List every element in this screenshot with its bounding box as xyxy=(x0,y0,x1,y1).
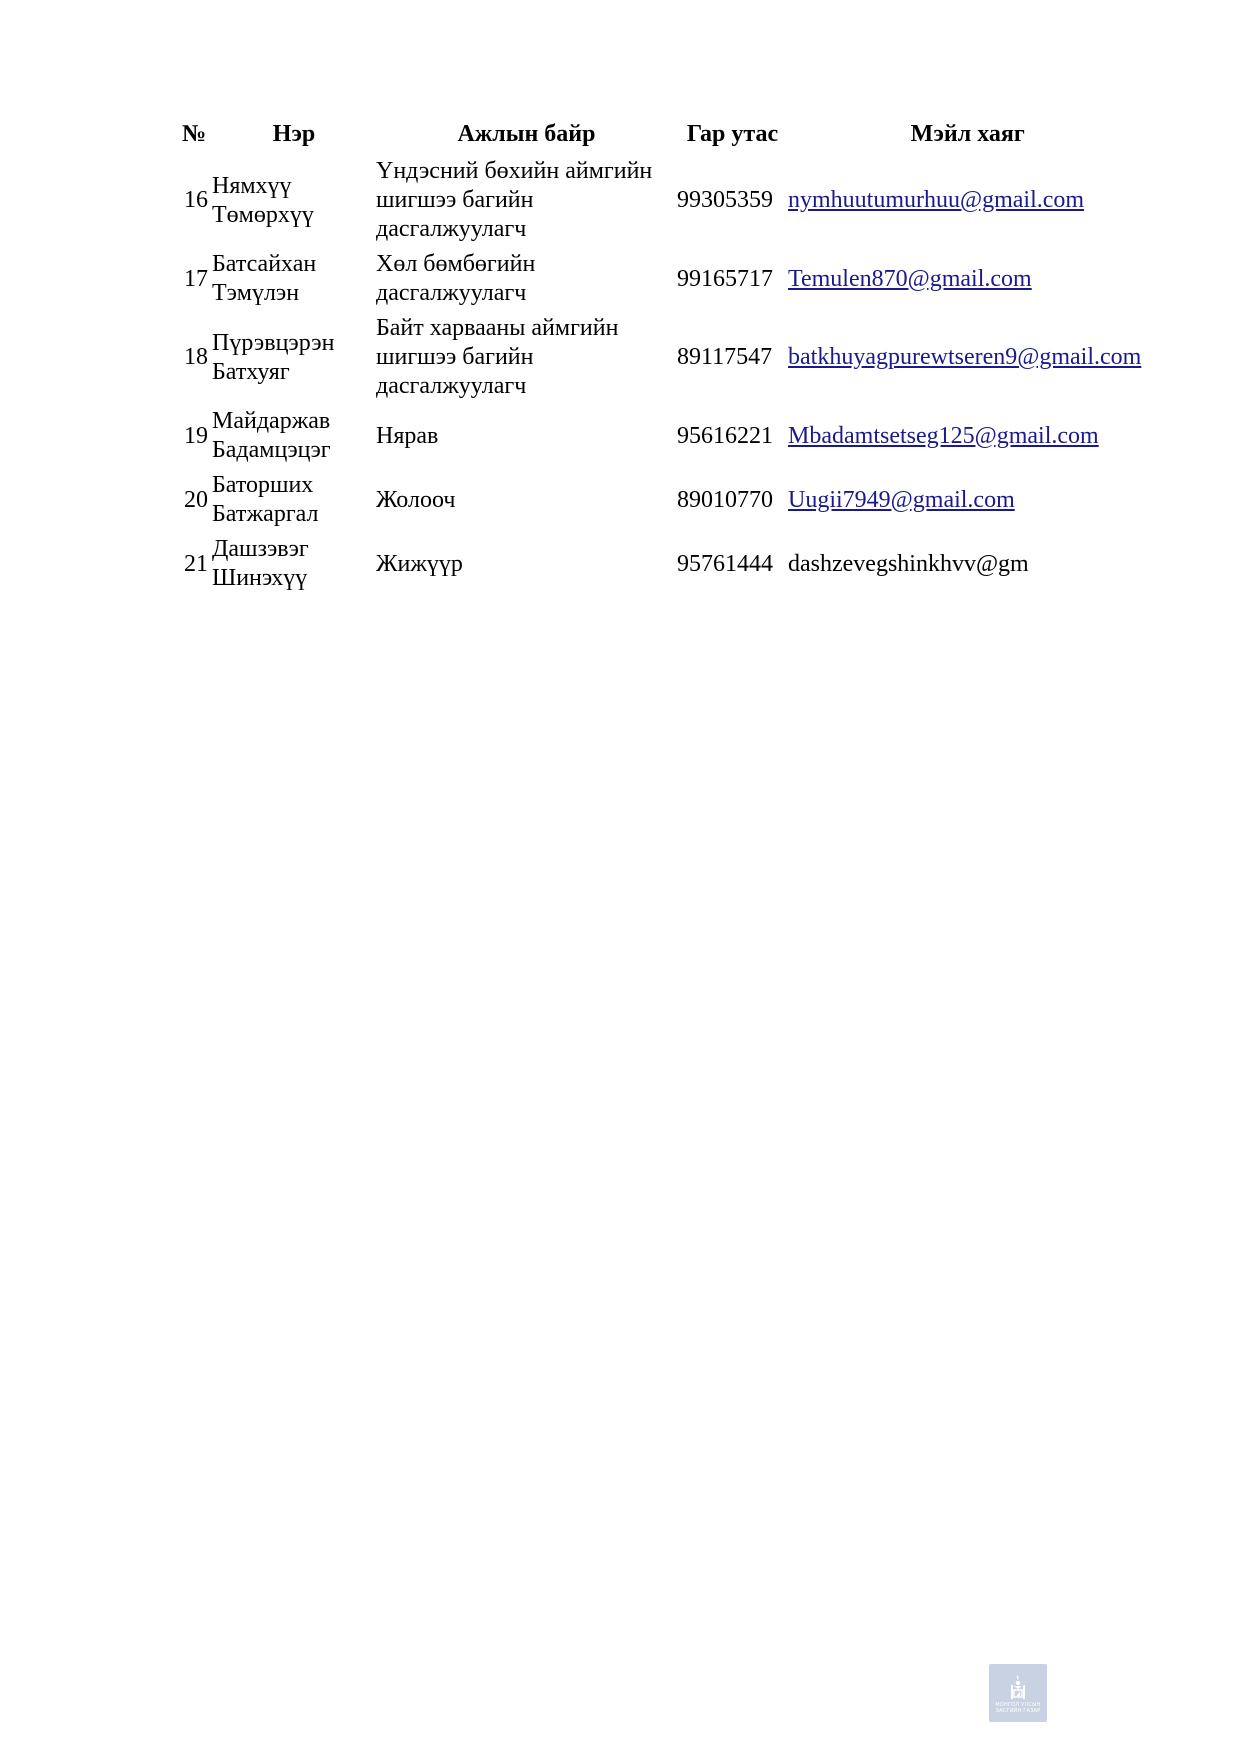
email-link[interactable]: batkhuyagpurewtseren9@gmail.com xyxy=(788,344,1142,370)
row-email-cell xyxy=(788,250,1147,314)
name-line: Пүрэвцэрэн xyxy=(212,329,335,356)
table-row xyxy=(180,157,1147,250)
row-phone: 95761444 xyxy=(677,550,773,577)
job-line: шигшээ багийн xyxy=(376,187,534,213)
table-row xyxy=(180,535,1147,599)
job-line: Жижүүр xyxy=(376,550,463,577)
header-number: № xyxy=(181,121,207,147)
row-job xyxy=(376,471,677,535)
name-line: Батхуяг xyxy=(212,358,290,385)
table-row xyxy=(180,314,1147,407)
row-name xyxy=(212,407,376,471)
job-line: Нярав xyxy=(376,422,439,449)
name-line: Майдаржав xyxy=(212,408,331,434)
row-email-cell xyxy=(788,471,1147,535)
job-line: Үндэсний бөхийн аймгийн xyxy=(376,158,653,184)
row-phone: 99165717 xyxy=(677,265,773,292)
row-phone: 89010770 xyxy=(677,486,773,513)
row-email-cell xyxy=(788,314,1147,407)
table-body xyxy=(180,157,1147,599)
row-name xyxy=(212,535,376,599)
email-link[interactable]: Uugii7949@gmail.com xyxy=(788,486,1015,513)
table-row xyxy=(180,250,1147,314)
email-link[interactable]: Temulen870@gmail.com xyxy=(788,265,1032,292)
table-header-row xyxy=(180,120,1147,157)
row-number: 16 xyxy=(184,187,208,213)
name-line: Нямхүү xyxy=(212,172,292,199)
row-number: 21 xyxy=(184,550,208,577)
job-line: Хөл бөмбөгийн xyxy=(376,251,536,277)
header-name: Нэр xyxy=(272,121,316,147)
job-line: дасгалжуулагч xyxy=(376,280,527,306)
job-line: дасгалжуулагч xyxy=(376,216,527,242)
government-logo xyxy=(989,1664,1047,1722)
row-phone: 89117547 xyxy=(677,344,773,370)
row-number: 17 xyxy=(184,265,208,292)
contacts-table xyxy=(180,120,1147,599)
header-phone: Гар утас xyxy=(686,121,779,147)
row-name xyxy=(212,157,376,250)
name-line: Батжаргал xyxy=(212,501,319,527)
name-line: Бадамцэцэг xyxy=(212,437,331,463)
job-line: Жолооч xyxy=(376,486,456,513)
row-phone: 99305359 xyxy=(677,187,773,213)
row-job xyxy=(376,314,677,407)
name-line: Шинэхүү xyxy=(212,565,308,591)
row-job xyxy=(376,157,677,250)
job-line: шигшээ багийн xyxy=(376,344,534,370)
row-name xyxy=(212,471,376,535)
email-link[interactable]: Mbadamtsetseg125@gmail.com xyxy=(788,422,1099,449)
header-job: Ажлын байр xyxy=(457,121,596,147)
name-line: Баторших xyxy=(212,472,314,498)
row-phone: 95616221 xyxy=(677,422,773,449)
logo-text: МОНГОЛ УЛСЫН ЗАСГИЙН ГАЗАР xyxy=(995,1702,1041,1714)
row-number: 20 xyxy=(184,486,208,513)
email-text: dashzevegshinkhvv@gm xyxy=(788,550,1029,577)
row-job xyxy=(376,250,677,314)
row-number: 19 xyxy=(184,422,208,449)
row-job xyxy=(376,535,677,599)
row-email-cell xyxy=(788,535,1147,599)
row-email-cell xyxy=(788,407,1147,471)
row-email-cell xyxy=(788,157,1147,250)
name-line: Батсайхан xyxy=(212,251,317,277)
name-line: Төмөрхүү xyxy=(212,201,314,228)
email-link[interactable]: nymhuutumurhuu@gmail.com xyxy=(788,187,1085,213)
name-line: Тэмүлэн xyxy=(212,280,300,306)
row-number: 18 xyxy=(184,344,208,370)
table-row xyxy=(180,407,1147,471)
job-line: дасгалжуулагч xyxy=(376,373,527,399)
header-email: Мэйл хаяг xyxy=(910,121,1025,147)
row-job xyxy=(376,407,677,471)
row-name xyxy=(212,314,376,407)
name-line: Дашзэвэг xyxy=(212,536,309,562)
soyombo-emblem-icon xyxy=(1008,1672,1028,1700)
row-name xyxy=(212,250,376,314)
table-row xyxy=(180,471,1147,535)
job-line: Байт харвааны аймгийн xyxy=(376,315,619,341)
